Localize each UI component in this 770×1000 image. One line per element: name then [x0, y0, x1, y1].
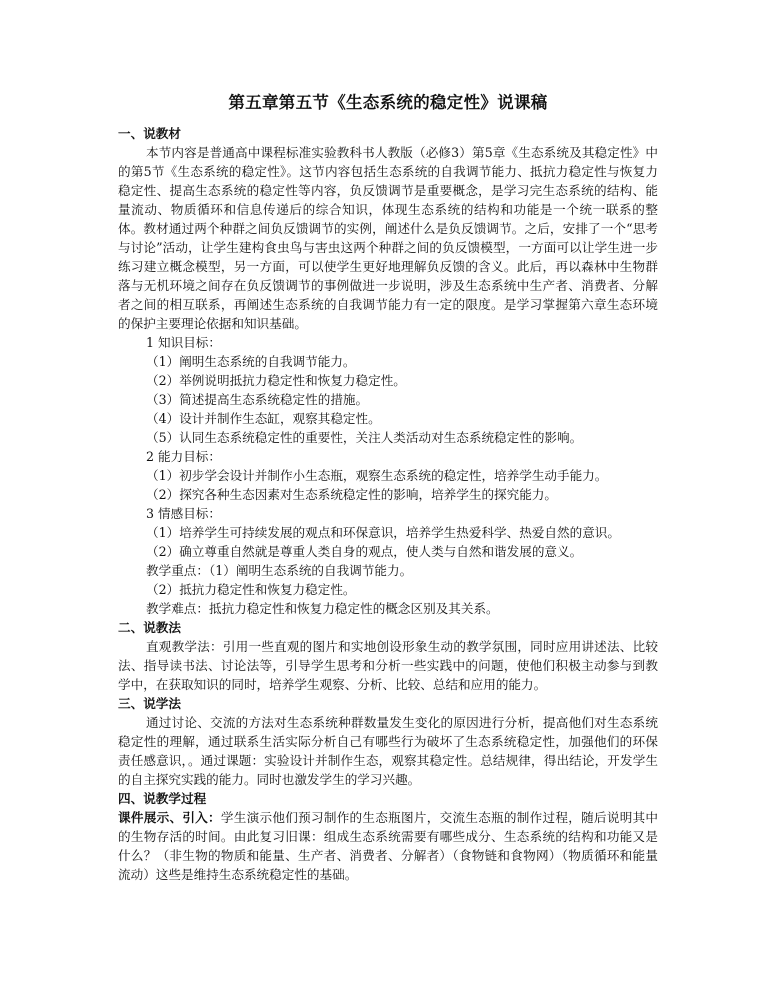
knowledge-goal-item: （2）举例说明抵抗力稳定性和恢复力稳定性。 [146, 373, 406, 388]
teaching-difficulty: 教学难点：抵抗力稳定性和恢复力稳定性的概念区别及其关系。 [146, 601, 499, 616]
section-heading-learning: 三、说学法 [118, 696, 181, 711]
process-lead: 课件展示、引入： [118, 810, 221, 825]
methods-paragraph: 直观教学法：引用一些直观的图片和实地创设形象生动的教学氛围，同时应用讲述法、比较法、指导读书法、讨论法等，引导学生思考和分析一些实践中的问题，使他们积极主动参与到教学中，在获取知识的同时，培养学生观察、分析、比较、总结和应用的能力。 [118, 639, 658, 692]
knowledge-goals-title: 1 知识目标： [146, 335, 221, 350]
emotion-goal-item: （1）培养学生可持续发展的观点和环保意识，培养学生热爱科学、热爱自然的意识。 [146, 525, 620, 540]
ability-goal-item: （1）初步学会设计并制作小生态瓶，观察生态系统的稳定性，培养学生动手能力。 [146, 468, 608, 483]
page-title: 第五章第五节《生态系统的稳定性》说课稿 [228, 93, 548, 112]
knowledge-goal-item: （3）简述提高生态系统稳定性的措施。 [146, 392, 369, 407]
ability-goal-item: （2）探究各种生态因素对生态系统稳定性的影响，培养学生的探究能力。 [146, 487, 558, 502]
emotion-goal-item: （2）确立尊重自然就是尊重人类自身的观点，使人类与自然和谐发展的意义。 [146, 544, 583, 559]
ability-goals-title: 2 能力目标： [146, 449, 221, 464]
textbook-paragraph: 本节内容是普通高中课程标准实验教科书人教版（必修3）第5章《生态系统及其稳定性》中的第5节《生态系统的稳定性》。这节内容包括生态系统的自我调节能力、抵抗力稳定性与恢复力稳定性、提高生态系统的稳定性等内容，负反馈调节是重要概念，是学习完生态系统的结构、能量流动、物质循环和信息传递后的综合知识，体现生态系统的结构和功能是一个统一联系的整体。教材通过两个种群之间负反馈调节的实例，阐述什么是负反馈调节。之后，安排了一个“思考与讨论”活动，让学生建构食虫鸟与害虫这两个种群之间的负反馈模型，一方面可以让学生进一步练习建立概念模型，另一方面，可以使学生更好地理解负反馈的含义。此后，再以森林中生物群落与无机环境之间存在负反馈调节的事例做进一步说明，涉及生态系统中生产者、消费者、分解者之间的相互联系，再阐述生态系统的自我调节能力有一定的限度。是学习掌握第六章生态环境的保护主要理论依据和知识基础。 [118, 145, 658, 331]
section-heading-textbook: 一、说教材 [118, 126, 181, 141]
teaching-key-point: 教学重点：（1）阐明生态系统的自我调节能力。 [146, 563, 413, 578]
knowledge-goal-item: （5）认同生态系统稳定性的重要性，关注人类活动对生态系统稳定性的影响。 [146, 430, 583, 445]
teaching-key-point: （2）抵抗力稳定性和恢复力稳定性。 [146, 582, 356, 597]
learning-paragraph: 通过讨论、交流的方法对生态系统种群数量发生变化的原因进行分析，提高他们对生态系统稳定性的理解，通过联系生活实际分析自己有哪些行为破坏了生态系统稳定性，加强他们的环保责任感意识，。通过课题：实验设计并制作生态，观察其稳定性。总结规律，得出结论，开发学生的自主探究实践的能力。同时也激发学生的学习兴趣。 [118, 715, 658, 787]
process-paragraph [118, 808, 658, 884]
process-text: 学生演示他们预习制作的生态瓶图片，交流生态瓶的制作过程，随后说明其中的生物存活的时间。由此复习旧课：组成生态系统需要有哪些成分、生态系统的结构和功能又是什么？（非生物的物质和能量、生产者、消费者、分解者）（食物链和食物网）（物质循环和能量流动）这些是维持生态系统稳定性的基础。 [118, 810, 659, 882]
section-heading-process: 四、说教学过程 [118, 791, 207, 806]
section-heading-methods: 二、说教法 [118, 620, 181, 635]
emotion-goals-title: 3 情感目标： [146, 506, 221, 521]
knowledge-goal-item: （4）设计并制作生态缸，观察其稳定性。 [146, 411, 381, 426]
document-page [118, 92, 658, 884]
knowledge-goal-item: （1）阐明生态系统的自我调节能力。 [146, 354, 356, 369]
